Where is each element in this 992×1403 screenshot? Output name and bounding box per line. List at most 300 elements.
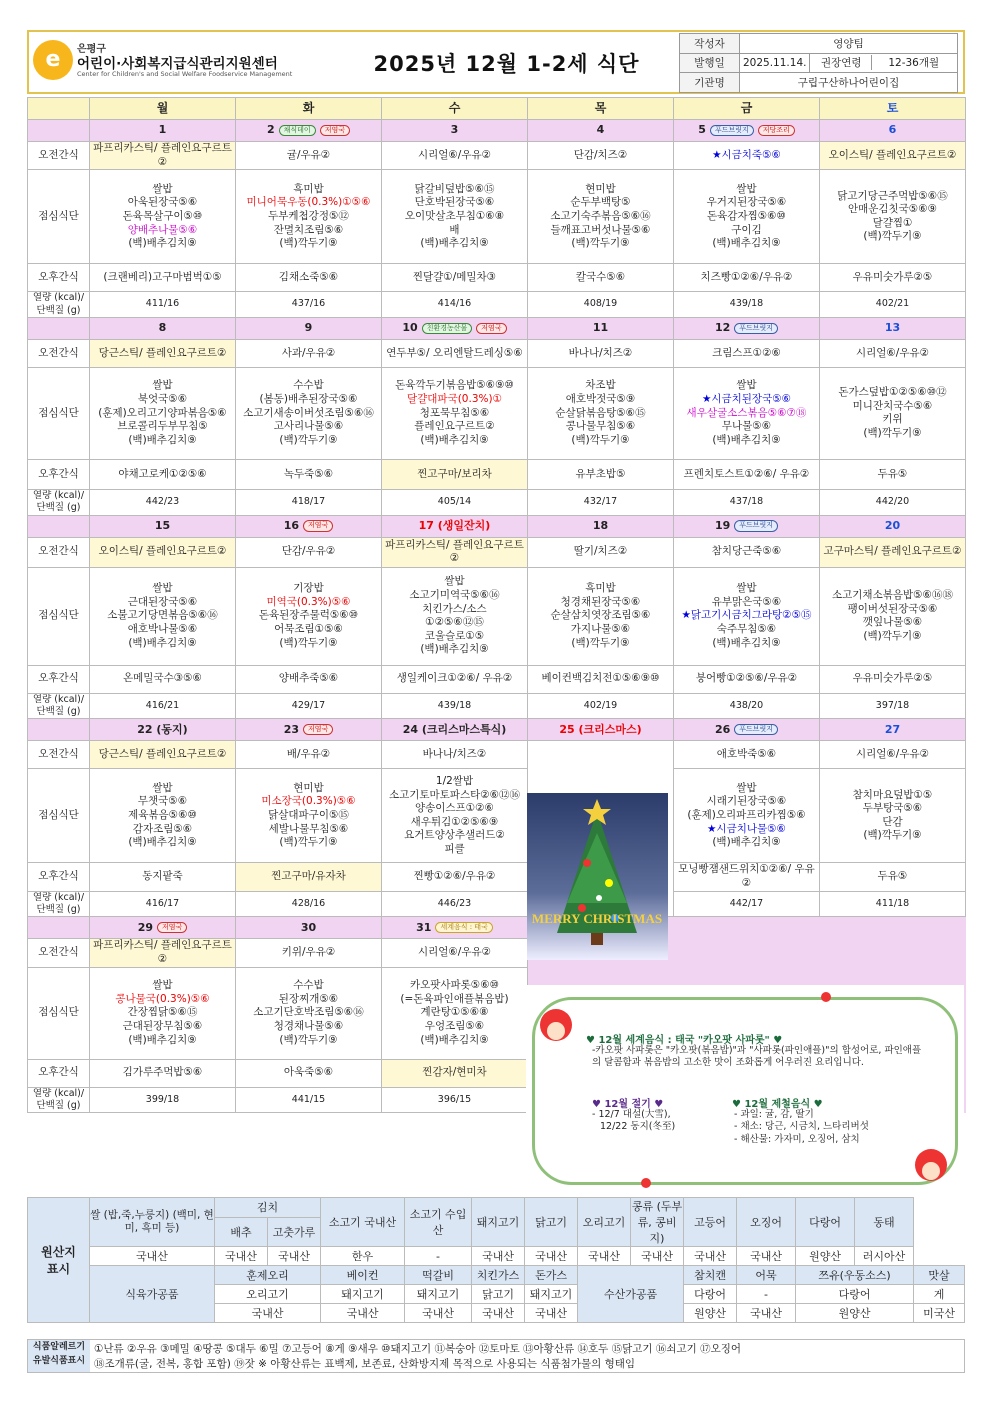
cell-kcal-3-2: 446/23 (382, 891, 528, 917)
cell-am-0-4: ★시금치죽⑤⑥ (674, 142, 820, 170)
smile-logo-icon: e (33, 40, 73, 80)
date-row-blank-4 (28, 917, 90, 939)
date-row-blank-2 (28, 515, 90, 537)
day-header-1: 화 (236, 98, 382, 120)
cell-am-3-2: 바나나/치즈② (382, 741, 528, 769)
cell-kcal-0-4: 439/18 (674, 292, 820, 318)
date-number: 5 (698, 123, 706, 137)
menu-item: (백)배추김치⑨ (128, 237, 197, 250)
menu-item: 쌀밥 (736, 182, 757, 195)
date-number: 3 (450, 123, 459, 137)
cell-pm-0-1: 김채소죽⑤⑥ (236, 264, 382, 292)
menu-item: 잔멸치조림⑤⑥ (273, 223, 344, 236)
menu-item: 미역국(0.3%)⑤⑥ (266, 595, 351, 608)
cell-am-1-3: 바나나/치즈② (528, 339, 674, 367)
date-cell-2-2 (382, 515, 528, 537)
cell-pm-0-2: 찐달걀①/메밀차③ (382, 264, 528, 292)
badge-0-1-0: 채식데이 (279, 125, 316, 136)
cell-am-0-3: 단감/치즈② (528, 142, 674, 170)
cell-pm-3-2: 찐빵①②⑥/우유② (382, 863, 528, 891)
badge-1-4-0: 푸드브릿지 (734, 323, 778, 334)
menu-item: 간장찜닭⑤⑥⑮ (127, 1006, 198, 1019)
menu-item: 피클 (444, 843, 465, 856)
menu-item: (백)배추김치⑨ (712, 636, 781, 649)
date-cell-3-0 (90, 719, 236, 741)
menu-item: 달걀찜① (872, 216, 913, 229)
date-cell-3-5 (820, 719, 966, 741)
badge-2-1-0: 저염국 (303, 520, 333, 531)
badge-1-2-0: 친환경농산물 (422, 323, 473, 334)
menu-item: (백)깍두기⑨ (863, 427, 922, 440)
menu-item: (백)배추김치⑨ (420, 433, 489, 446)
cell-kcal-1-0: 442/23 (90, 489, 236, 515)
info-table (679, 33, 958, 93)
proc-2-src: 돼지고기 (321, 1285, 405, 1304)
row-label-kcal-4: 열량 (kcal)/ 단백질 (g) (28, 1087, 90, 1113)
menu-item: 미소장국(0.3%)⑤⑥ (261, 795, 356, 808)
day-header-3: 목 (528, 98, 674, 120)
cell-pm-0-4: 치즈빵①②⑥/우유② (674, 264, 820, 292)
cell-kcal-0-5: 402/21 (820, 292, 966, 318)
date-cell-1-1 (236, 317, 382, 339)
row-label-lunch-1: 점심식단 (28, 367, 90, 459)
menu-item: 코울슬로①⑤ (424, 629, 485, 642)
cell-am-1-4: 크림스프①②⑥ (674, 339, 820, 367)
menu-item: (백)배추김치⑨ (128, 433, 197, 446)
menu-item: 새우살굴소스볶음⑤⑥⑦⑱ (686, 406, 807, 419)
menu-item: 근대된장무침⑤⑥ (122, 1019, 203, 1032)
header (27, 30, 965, 94)
menu-item: 쌀밥 (736, 781, 757, 794)
date-number: 29 (137, 920, 153, 934)
date-row-blank-0 (28, 120, 90, 142)
row-label-kcal-1: 열량 (kcal)/ 단백질 (g) (28, 489, 90, 515)
world-food-title: ♥ 12월 세계음식 : 태국 "카오팟 사파롯" ♥ (586, 1035, 783, 1046)
date-number: 11 (592, 321, 609, 335)
menu-item: 감자조림⑤⑥ (132, 822, 193, 835)
proc-3-origin: 국내산 (405, 1304, 472, 1323)
date-cell-2-5 (820, 515, 966, 537)
origin-h-rice: 쌀 (밥,죽,누룽지) (백미, 현미, 흑미 등) (90, 1198, 215, 1247)
menu-item: (백)깍두기⑨ (863, 829, 922, 842)
cell-pm-4-2: 찐감자/현미차 (382, 1059, 528, 1087)
allergy-label-1: 식품알레르기 (32, 1342, 86, 1352)
date-number: 18 (592, 519, 609, 532)
cell-kcal-0-0: 411/16 (90, 292, 236, 318)
menu-item: (백)배추김치⑨ (128, 1033, 197, 1046)
menu-item: 1/2쌀밥 (435, 774, 474, 787)
sea-3-src: 다랑어 (796, 1285, 914, 1304)
menu-item: 아욱된장국⑤⑥ (127, 196, 198, 209)
cell-lunch-2-0 (90, 567, 236, 665)
cell-am-2-2: 파프리카스틱/ 플레인요구르트② (382, 537, 528, 567)
date-cell-1-3 (528, 317, 674, 339)
christmas-tree-image (527, 793, 668, 960)
menu-item: ★시금치된장국⑤⑥ (701, 393, 792, 405)
page-title: 2025년 12월 1-2세 식단 (373, 52, 640, 76)
season-line2: 12/22 동지(冬至) (600, 1121, 676, 1133)
menu-item: 달걀대파국(0.3%)① (407, 393, 502, 405)
menu-item: (백)깍두기⑨ (863, 629, 922, 642)
proc-sea-label: 수산가공품 (578, 1266, 684, 1323)
badge-4-2-0: 세계음식 : 태국 (435, 922, 492, 933)
proc-1-src: 오리고기 (215, 1285, 321, 1304)
menu-item: 양송이스프①②⑥ (415, 802, 494, 815)
date-number: 12 (714, 321, 731, 335)
cell-lunch-2-2 (382, 567, 528, 665)
cell-am-4-1: 키위/우유② (236, 939, 382, 967)
seasonal-fruit: - 과일: 귤, 감, 딸기 (734, 1109, 814, 1120)
row-label-lunch-2: 점심식단 (28, 567, 90, 665)
cell-lunch-0-5 (820, 170, 966, 264)
allergy-line-2: ⑱조개류(굴, 전복, 홍합 포함) ⑲잣 ※ 아황산류는 표백제, 보존료, 산화방지제 목적으로 사용되는 식품첨가물의 형태임 (94, 1358, 636, 1371)
date-cell-0-4 (674, 120, 820, 142)
sea-2-origin: 국내산 (737, 1304, 796, 1323)
cell-kcal-1-5: 442/20 (820, 489, 966, 515)
date-cell-0-3 (528, 120, 674, 142)
row-label-kcal-3: 열량 (kcal)/ 단백질 (g) (28, 891, 90, 917)
cell-kcal-2-5: 397/18 (820, 693, 966, 719)
cell-pm-0-3: 칼국수⑤⑥ (528, 264, 674, 292)
writer-label: 작성자 (680, 34, 740, 54)
cell-pm-3-5: 두유⑤ (820, 863, 966, 891)
menu-item: 시래기된장국⑤⑥ (706, 795, 787, 808)
menu-item: 두부탕국⑤⑥ (862, 802, 923, 815)
cell-kcal-1-4: 437/18 (674, 489, 820, 515)
date-number: 9 (304, 321, 313, 335)
cell-am-1-2: 연두부⑤/ 오리엔탈드레싱⑤⑥ (382, 339, 528, 367)
menu-item: (훈제)오리파프리카찜⑤⑥ (687, 809, 806, 822)
date-number: 23 (283, 722, 299, 736)
cell-pm-4-0: 김가루주먹밥⑤⑥ (90, 1059, 236, 1087)
menu-item: (백)깍두기⑨ (279, 836, 338, 849)
menu-item: 제육볶음⑤⑥⑩ (128, 809, 197, 822)
proc-5: 돈가스 (525, 1266, 578, 1285)
menu-item: (백)배추김치⑨ (128, 636, 197, 649)
cell-am-3-4: 애호박죽⑤⑥ (674, 741, 820, 769)
date-number: 30 (300, 920, 317, 934)
menu-item: (백)깍두기⑨ (571, 636, 630, 649)
date-cell-0-1 (236, 120, 382, 142)
age-value: 12-36개월 (888, 57, 940, 70)
cell-lunch-0-4 (674, 170, 820, 264)
issue-label: 발행일 (680, 53, 740, 73)
menu-item: 무챗국⑤⑥ (137, 795, 188, 808)
menu-item: 우엉조림⑤⑥ (424, 1019, 485, 1032)
menu-item: 애호박나물⑤⑥ (127, 622, 198, 635)
cell-pm-2-4: 붕어빵①②⑤⑥/우유② (674, 665, 820, 693)
cell-am-1-0: 당근스틱/ 플레인요구르트② (90, 339, 236, 367)
date-number: 16 (283, 519, 299, 532)
cell-am-3-1: 배/우유② (236, 741, 382, 769)
cell-lunch-3-1 (236, 769, 382, 863)
cell-am-0-2: 시리얼⑥/우유② (382, 142, 528, 170)
date-cell-2-3 (528, 515, 674, 537)
cell-lunch-3-4 (674, 769, 820, 863)
age-label: 권장연령 (812, 55, 872, 70)
menu-item: 흑미밥 (293, 182, 324, 195)
menu-item: 플레인요구르트② (414, 420, 495, 433)
menu-item: 가지나물⑤⑥ (570, 622, 631, 635)
cell-pm-2-3: 베이컨백김치전①⑤⑥⑨⑩ (528, 665, 674, 693)
menu-item: 순살삼치엿장조림⑤⑥ (550, 609, 651, 622)
date-cell-3-2 (382, 719, 528, 741)
origin-h-chicken: 닭고기 (525, 1198, 578, 1247)
menu-table (27, 97, 966, 1113)
corner-cell (28, 98, 90, 120)
menu-item: 쌀밥 (736, 582, 757, 595)
origin-h-duck: 오리고기 (578, 1198, 631, 1247)
cell-lunch-1-3 (528, 367, 674, 459)
date-cell-3-1 (236, 719, 382, 741)
cell-lunch-1-4 (674, 367, 820, 459)
center-logo (33, 38, 333, 86)
cell-am-4-0: 파프리카스틱/ 플레인요구르트② (90, 939, 236, 967)
cell-lunch-3-0 (90, 769, 236, 863)
cell-kcal-1-1: 418/17 (236, 489, 382, 515)
row-label-pm-4: 오후간식 (28, 1059, 90, 1087)
menu-item: 숙주무침⑤⑥ (716, 622, 777, 635)
date-cell-1-0 (90, 317, 236, 339)
menu-item: 현미밥 (293, 781, 324, 794)
date-cell-2-4 (674, 515, 820, 537)
proc-2: 베이컨 (321, 1266, 405, 1285)
menu-item: (봄동)배추된장국⑤⑥ (259, 393, 358, 405)
menu-item: 청경채된장국⑤⑥ (560, 595, 641, 608)
menu-item: 쌀밥 (152, 379, 173, 392)
origin-table (27, 1197, 965, 1323)
cell-am-2-4: 참치당근죽⑤⑥ (674, 537, 820, 567)
menu-item: 들깨표고버섯나물⑤⑥ (550, 223, 651, 236)
allergy-info (27, 1339, 965, 1373)
menu-item: ★시금치나물⑤⑥ (707, 822, 786, 835)
merry-christmas-text: MERRY CHRISTMAS (531, 911, 663, 926)
cell-kcal-0-1: 437/16 (236, 292, 382, 318)
origin-value-5: 국내산 (472, 1247, 525, 1266)
date-number: 10 (402, 321, 418, 335)
cell-lunch-1-5 (820, 367, 966, 459)
row-label-pm-0: 오후간식 (28, 264, 90, 292)
origin-value-2: 국내산 (268, 1247, 321, 1266)
cell-pm-1-1: 녹두죽⑤⑥ (236, 459, 382, 489)
date-cell-1-5 (820, 317, 966, 339)
menu-item: 콩나물국(0.3%)⑤⑥ (115, 992, 210, 1005)
cell-am-3-0: 당근스틱/ 플레인요구르트② (90, 741, 236, 769)
cell-lunch-1-2 (382, 367, 528, 459)
proc-3-src: 돼지고기 (405, 1285, 472, 1304)
menu-item: 쌀밥 (152, 978, 173, 991)
cell-am-1-5: 시리얼⑥/우유② (820, 339, 966, 367)
date-cell-0-5 (820, 120, 966, 142)
menu-item: (=돈육파인애플볶음밥) (400, 992, 509, 1005)
row-label-lunch-3: 점심식단 (28, 769, 90, 863)
menu-item: 순두부백탕⑤ (570, 196, 631, 209)
origin-h-tuna: 다랑어 (796, 1198, 855, 1247)
origin-h-kimchi: 김치 (215, 1198, 321, 1218)
logo-district: 은평구 (77, 44, 106, 55)
cell-pm-2-1: 양배추죽⑤⑥ (236, 665, 382, 693)
sea-4: 맛살 (914, 1266, 965, 1285)
date-number: 22 (동지) (137, 722, 188, 736)
menu-item: 유부맑은국⑤⑥ (711, 595, 782, 608)
menu-item: 소고기숙주볶음⑤⑥⑯ (550, 209, 651, 222)
menu-item: (백)배추김치⑨ (128, 836, 197, 849)
cell-pm-1-0: 야채고로케①②⑤⑥ (90, 459, 236, 489)
menu-item: 소고기새송이버섯조림⑤⑥⑯ (243, 406, 374, 419)
org-label: 기관명 (680, 73, 740, 93)
date-cell-0-2 (382, 120, 528, 142)
cell-am-0-5: 오이스틱/ 플레인요구르트② (820, 142, 966, 170)
cell-pm-1-3: 유부초밥⑤ (528, 459, 674, 489)
origin-h-squid: 오징어 (737, 1198, 796, 1247)
menu-item: 고사리나물⑤⑥ (273, 420, 344, 433)
proc-4-src: 닭고기 (472, 1285, 525, 1304)
cell-kcal-3-4: 442/17 (674, 891, 820, 917)
row-label-am-0: 오전간식 (28, 142, 90, 170)
menu-item: (백)깍두기⑨ (279, 636, 338, 649)
cell-am-2-3: 딸기/치즈② (528, 537, 674, 567)
badge-3-4-0: 푸드브릿지 (734, 724, 778, 735)
menu-item: ①②⑤⑥⑫⑮ (425, 616, 484, 629)
menu-item: 수수밥 (293, 379, 324, 392)
date-number: 8 (158, 321, 167, 335)
badge-4-0-0: 저염국 (157, 922, 187, 933)
season-title: ♥ 12월 절기 ♥ (592, 1099, 664, 1110)
cell-pm-1-4: 프렌치토스트①②⑥/ 우유② (674, 459, 820, 489)
date-cell-3-3 (528, 719, 674, 741)
menu-item: 구이김 (731, 223, 762, 236)
origin-value-7: 국내산 (578, 1247, 631, 1266)
date-cell-1-4 (674, 317, 820, 339)
cell-kcal-2-3: 402/19 (528, 693, 674, 719)
date-cell-1-2 (382, 317, 528, 339)
menu-item: (백)배추김치⑨ (712, 433, 781, 446)
badge-0-4-1: 저당조리 (758, 125, 795, 136)
date-number: 20 (884, 519, 901, 532)
menu-item: 두부케첩강정⑤⑫ (268, 209, 349, 222)
cell-lunch-1-1 (236, 367, 382, 459)
menu-item: 쌀밥 (152, 582, 173, 595)
date-number: 4 (596, 123, 605, 137)
date-cell-3-4 (674, 719, 820, 741)
allergy-line-1: ①난류 ②우유 ③메밀 ④땅콩 ⑤대두 ⑥밀 ⑦고등어 ⑧게 ⑨새우 ⑩돼지고기 ⑪복숭아 ⑫토마토 ⑬아황산류 ⑭호두 ⑮닭고기 ⑯쇠고기 ⑰오징어 (94, 1343, 742, 1355)
sea-3-origin: 원양산 (796, 1304, 914, 1323)
menu-item: 우거지된장국⑤⑥ (706, 196, 787, 209)
origin-value-11: 원양산 (796, 1247, 855, 1266)
origin-value-1: 국내산 (215, 1247, 268, 1266)
menu-item: 치킨가스/소스 (422, 602, 487, 615)
menu-item: 안매운김칫국⑤⑥⑨ (847, 203, 938, 216)
seasonal-seafood: - 해산물: 가자미, 오징어, 삼치 (734, 1133, 860, 1145)
cell-kcal-3-5: 411/18 (820, 891, 966, 917)
origin-label: 원산지 표시 (28, 1198, 90, 1323)
origin-value-3: 한우 (321, 1247, 405, 1266)
menu-item: 세발나물무침⑤⑥ (268, 822, 349, 835)
cell-am-1-1: 사과/우유② (236, 339, 382, 367)
season-line1: - 12/7 대설(大雪), (592, 1109, 671, 1120)
day-header-2: 수 (382, 98, 528, 120)
menu-item: 깻잎나물⑤⑥ (862, 616, 923, 629)
row-label-lunch-4: 점심식단 (28, 967, 90, 1059)
date-number: 24 (크리스마스특식) (402, 722, 507, 736)
cell-kcal-4-2: 396/15 (382, 1087, 528, 1113)
proc-meat-label: 식육가공품 (90, 1266, 215, 1323)
row-label-kcal-0: 열량 (kcal)/ 단백질 (g) (28, 292, 90, 318)
day-header-5: 토 (820, 98, 966, 120)
menu-item: 닭갈비덮밥⑤⑥⑮ (414, 182, 495, 195)
row-label-pm-3: 오후간식 (28, 863, 90, 891)
row-label-lunch-0: 점심식단 (28, 170, 90, 264)
menu-item: 현미밥 (585, 182, 616, 195)
menu-item: 오이맛살초무침①⑥⑧ (404, 209, 505, 222)
menu-item: 소고기미역국⑤⑥⑯ (409, 588, 500, 601)
menu-item: 돈육목살구이⑤⑩ (122, 209, 203, 222)
menu-item: 근대된장국⑤⑥ (127, 595, 198, 608)
menu-item: 카오팟사파롯⑤⑥⑩ (409, 978, 500, 991)
menu-item: ★닭고기시금치그라탕②⑤⑮ (681, 609, 812, 622)
menu-item: (백)배추김치⑨ (712, 836, 781, 849)
menu-item: (백)깍두기⑨ (279, 433, 338, 446)
sea-4-src: 게 (914, 1285, 965, 1304)
cell-am-2-0: 오이스틱/ 플레인요구르트② (90, 537, 236, 567)
sea-4-origin: 미국산 (914, 1304, 965, 1323)
origin-h-beef-imp: 소고기 수입산 (405, 1198, 472, 1247)
cell-kcal-2-1: 429/17 (236, 693, 382, 719)
menu-item: 배 (449, 223, 460, 236)
cell-pm-2-2: 생일케이크①②⑥/ 우유② (382, 665, 528, 693)
row-label-am-2: 오전간식 (28, 537, 90, 567)
date-cell-4-1 (236, 917, 382, 939)
menu-item: (백)깍두기⑨ (571, 433, 630, 446)
menu-item: 소고기단호박조림⑤⑥⑯ (253, 1006, 364, 1019)
date-number: 27 (884, 722, 901, 736)
cell-am-2-1: 단감/우유② (236, 537, 382, 567)
seasonal-veg: - 채소: 당근, 시금치, 느타리버섯 (734, 1121, 869, 1133)
date-number: 19 (714, 519, 731, 532)
cell-lunch-3-5 (820, 769, 966, 863)
badge-0-4-0: 푸드브릿지 (710, 125, 754, 136)
origin-h-pork: 돼지고기 (472, 1198, 525, 1247)
badge-0-1-1: 저염국 (320, 125, 350, 136)
date-number: 17 (생일잔치) (418, 519, 491, 532)
seasonal-food-title: ♥ 12월 제철음식 ♥ (732, 1099, 823, 1110)
date-number: 1 (158, 123, 167, 137)
sea-1-src: 다랑어 (684, 1285, 737, 1304)
cell-kcal-1-2: 405/14 (382, 489, 528, 515)
cell-lunch-0-1 (236, 170, 382, 264)
cell-pm-0-5: 우유미숫가루②⑤ (820, 264, 966, 292)
menu-item: 청포묵무침⑤⑥ (419, 406, 490, 419)
logo-english: Center for Children's and Social Welfare Foodservice Management (77, 70, 293, 78)
row-label-pm-2: 오후간식 (28, 665, 90, 693)
cell-lunch-0-3 (528, 170, 674, 264)
proc-5-src: 돼지고기 (525, 1285, 578, 1304)
menu-item: 된장찌개⑤⑥ (278, 992, 339, 1005)
date-number: 26 (714, 722, 731, 736)
santa-decoration-icon (526, 985, 964, 1195)
proc-4: 치킨가스 (472, 1266, 525, 1285)
proc-2-origin: 국내산 (321, 1304, 405, 1323)
cell-lunch-2-1 (236, 567, 382, 665)
proc-4-origin: 국내산 (472, 1304, 525, 1323)
origin-value-8: 국내산 (631, 1247, 684, 1266)
cell-lunch-1-0 (90, 367, 236, 459)
cell-am-2-5: 고구마스틱/ 플레인요구르트② (820, 537, 966, 567)
cell-lunch-4-0 (90, 967, 236, 1059)
menu-item: (백)깍두기⑨ (863, 230, 922, 243)
cell-lunch-3-2 (382, 769, 528, 863)
menu-item: 북엇국⑤⑥ (137, 393, 188, 405)
